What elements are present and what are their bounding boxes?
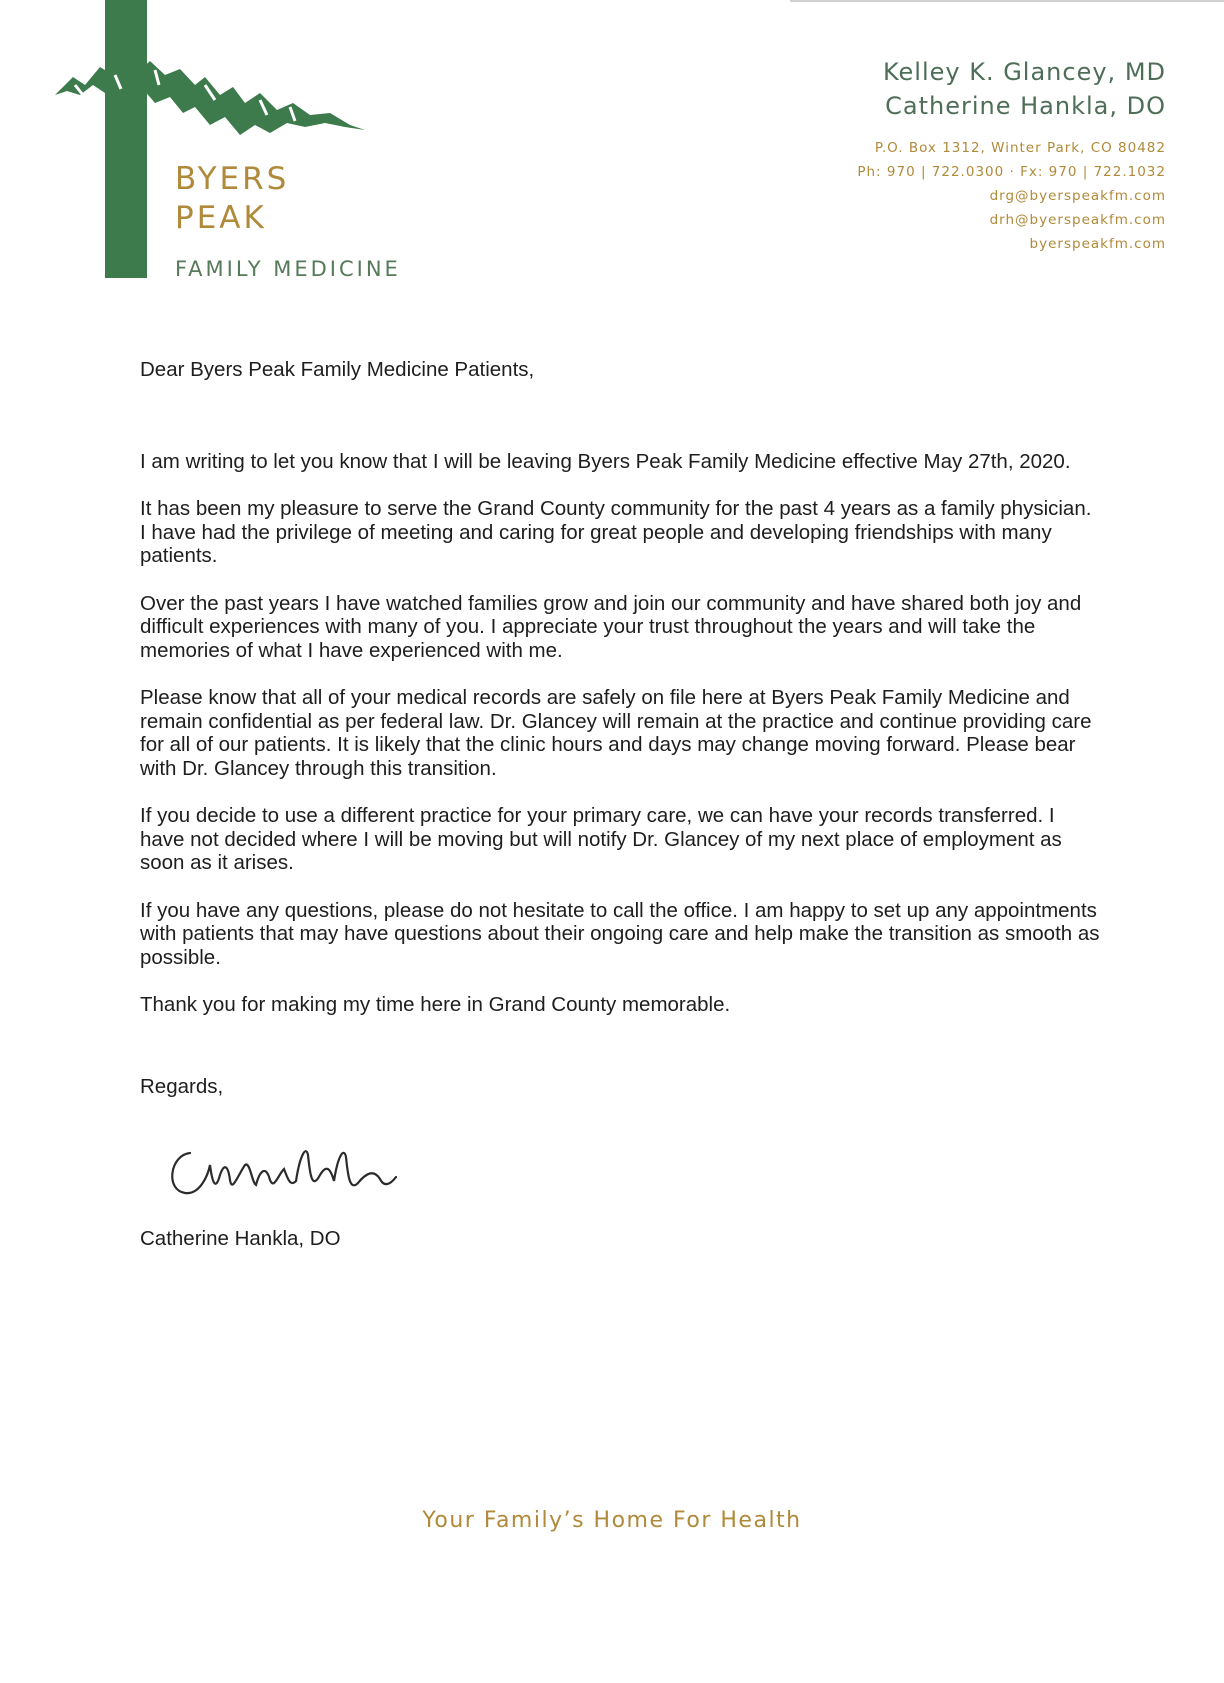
doctor-name: Catherine Hankla, DO	[885, 92, 1166, 120]
doctor-name: Kelley K. Glancey, MD	[882, 58, 1166, 86]
footer-tagline: Your Family’s Home For Health	[422, 1508, 802, 1533]
doctors-list	[883, 55, 1166, 123]
email-link[interactable]: drg@byerspeakfm.com	[989, 188, 1166, 204]
paragraph: Please know that all of your medical records are safely on file here at Byers Peak Family Medicine and remain confidential as per federal law. Dr. Glancey will remain at the practice and continue providing care for all of our patients. It is likely that the clinic hours and days may change moving forward. Please bear with Dr. Glancey through this transition.	[140, 686, 1092, 780]
paragraph: If you decide to use a different practice for your primary care, we can have your records transferred. I have not decided where I will be moving but will notify Dr. Glancey of my next place of employment as soon as it arises.	[140, 804, 1062, 874]
signer-name: Catherine Hankla, DO	[140, 1227, 341, 1250]
letter-body	[140, 358, 1100, 1098]
contact-info	[857, 136, 1166, 256]
mountain-logo-icon	[55, 55, 365, 155]
address-line: P.O. Box 1312, Winter Park, CO 80482	[874, 140, 1166, 156]
paragraph: Thank you for making my time here in Grand County memorable.	[140, 993, 731, 1016]
website-link[interactable]: byerspeakfm.com	[1029, 236, 1166, 252]
paragraph: Over the past years I have watched families grow and join our community and have shared both joy and difficult experiences with many of you. I appreciate your trust throughout the years and will take the memories of what I have experienced with me.	[140, 591, 1082, 662]
signature-icon	[160, 1135, 420, 1205]
logo-line-2: PEAK	[175, 200, 267, 236]
paragraph: It has been my pleasure to serve the Grand County community for the past 4 years as a family physician. I have had the privilege of meeting and caring for great people and developing friendships with many patients.	[140, 497, 1092, 567]
closing: Regards,	[140, 1074, 224, 1098]
logo-subtitle: FAMILY MEDICINE	[175, 257, 401, 281]
email-link[interactable]: drh@byerspeakfm.com	[989, 212, 1166, 228]
phone-fax-line: Ph: 970 | 722.0300 · Fx: 970 | 722.1032	[857, 164, 1166, 180]
scan-edge-line	[790, 0, 1224, 2]
greeting: Dear Byers Peak Family Medicine Patients,	[140, 358, 535, 381]
logo-line-1: BYERS	[175, 161, 290, 197]
paragraph: I am writing to let you know that I will be leaving Byers Peak Family Medicine effective May 27th, 2020.	[140, 449, 1071, 473]
logo-wordmark	[175, 160, 289, 238]
paragraph: If you have any questions, please do not hesitate to call the office. I am happy to set up any appointments with patients that may have questions about their ongoing care and help make the transition as smooth as possible.	[140, 898, 1100, 969]
